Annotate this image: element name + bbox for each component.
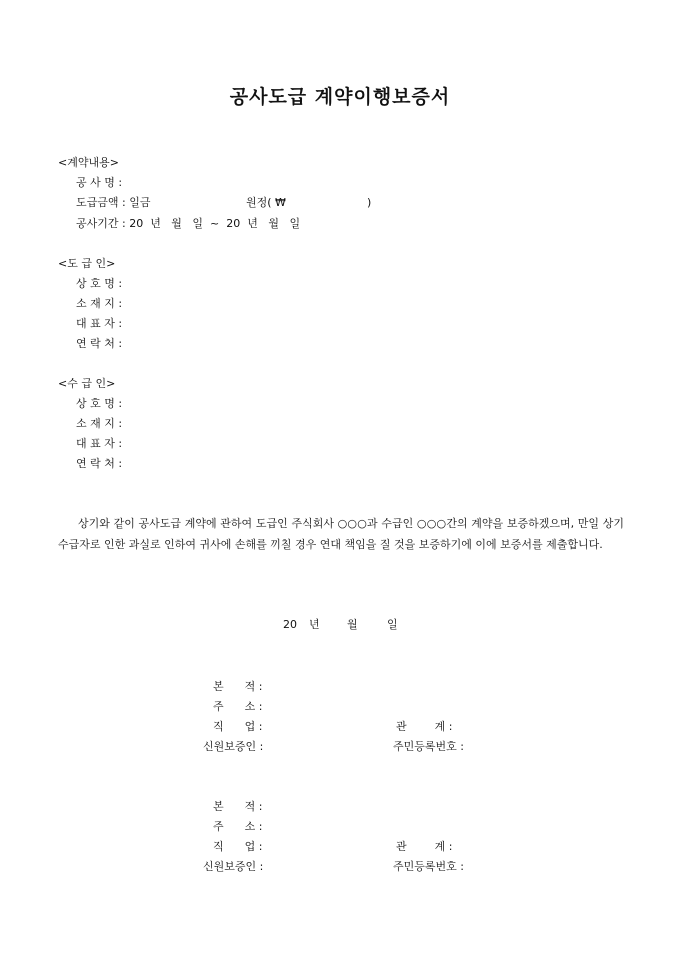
contractor-contact-label: 연 락 처 : — [76, 337, 123, 350]
date-month-unit: 월 — [347, 618, 358, 631]
subcontractor-address-label: 소 재 지 : — [76, 417, 123, 430]
construction-period: 공사기간 : 20 년 월 일 ~ 20 년 월 일 — [76, 217, 301, 230]
contractor-ceo-label: 대 표 자 : — [76, 317, 123, 330]
contractor-section-heading: <도 급 인> — [58, 257, 116, 270]
guarantor2-domicile-label: 본 적 : — [213, 800, 263, 813]
contract-section-heading: <계약내용> — [58, 156, 119, 169]
guarantor1-address-label: 주 소 : — [213, 700, 263, 713]
guarantor1-domicile-label: 본 적 : — [213, 680, 263, 693]
subcontractor-ceo-label: 대 표 자 : — [76, 437, 123, 450]
date-year: 20 — [283, 618, 297, 631]
guarantor1-resident-number-label: 주민등록번호 : — [393, 740, 464, 753]
document-title: 공사도급 계약이행보증서 — [229, 86, 451, 108]
subcontractor-section-heading: <수 급 인> — [58, 377, 116, 390]
guarantor1-relation-label: 관 계 : — [396, 720, 453, 733]
subcontractor-company-label: 상 호 명 : — [76, 397, 123, 410]
contract-amount-won: 원정( ₩ — [246, 196, 286, 209]
date-day-unit: 일 — [387, 618, 398, 631]
guarantor2-occupation-label: 직 업 : — [213, 840, 263, 853]
contractor-address-label: 소 재 지 : — [76, 297, 123, 310]
guarantor2-resident-number-label: 주민등록번호 : — [393, 860, 464, 873]
work-name-label: 공 사 명 : — [76, 176, 123, 189]
guarantee-statement: 상기와 같이 공사도급 계약에 관하여 도급인 주식회사 ○○○과 수급인 ○○○간의 계약을 보증하겠으며, 만일 상기 수급자로 인한 과실로 인하여 귀사에 손해를 끼칠 경우 연대 책임을 질 것을 보증하기에 이에 보증서를 제출합니다. — [58, 517, 624, 551]
subcontractor-contact-label: 연 락 처 : — [76, 457, 123, 470]
guarantor2-name-label: 신원보증인 : — [203, 860, 264, 873]
guarantor2-address-label: 주 소 : — [213, 820, 263, 833]
date-year-unit: 년 — [309, 618, 320, 631]
guarantor2-relation-label: 관 계 : — [396, 840, 453, 853]
contract-amount-close: ) — [367, 196, 372, 209]
guarantor1-occupation-label: 직 업 : — [213, 720, 263, 733]
contractor-company-label: 상 호 명 : — [76, 277, 123, 290]
contract-amount-label: 도급금액 : 일금 — [76, 196, 151, 209]
guarantor1-name-label: 신원보증인 : — [203, 740, 264, 753]
